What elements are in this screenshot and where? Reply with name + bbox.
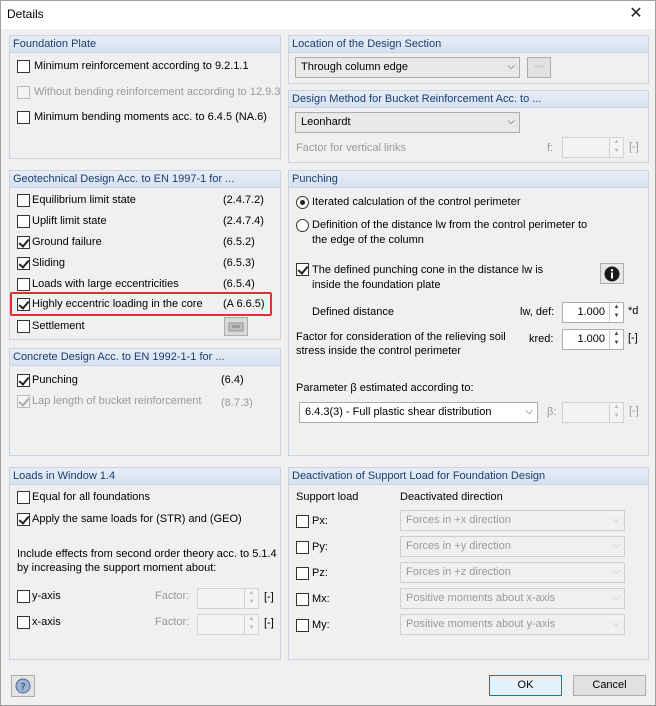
design-method-selected: Leonhardt	[301, 116, 351, 128]
x-axis-label: x-axis	[32, 616, 61, 628]
svg-text:?: ?	[20, 682, 26, 693]
group-header: Geotechnical Design Acc. to EN 1997-1 for ...	[10, 171, 280, 188]
chevron-down-icon: ⌵	[507, 116, 515, 127]
kred-symbol: kred:	[529, 333, 554, 345]
geotechnical-group	[9, 170, 281, 340]
uplift-label: Uplift limit state	[32, 215, 107, 227]
mx-checkbox[interactable]	[296, 593, 309, 606]
settlement-label: Settlement	[32, 320, 85, 332]
kred-unit: [-]	[628, 332, 638, 344]
help-icon[interactable]	[11, 675, 35, 697]
window-title: Details	[7, 7, 44, 21]
lap-length-label: Lap length of bucket reinforcement	[32, 395, 202, 407]
highly-eccentric-label: Highly eccentric loading in the core	[32, 298, 203, 310]
group-header: Location of the Design Section	[289, 36, 648, 53]
title-bar	[1, 1, 655, 29]
x-factor-label: Factor:	[155, 616, 190, 628]
apply-same-label: Apply the same loads for (STR) and (GEO)	[32, 513, 242, 525]
include-text-line1: Include effects from second order theory acc. to 5.1.4	[17, 548, 277, 560]
vertical-links-label: Factor for vertical links	[296, 142, 407, 154]
group-header: Foundation Plate	[10, 36, 280, 53]
close-icon[interactable]: ✕	[629, 5, 643, 22]
min-reinforcement-checkbox[interactable]	[17, 60, 30, 73]
cone-inside-label-2: inside the foundation plate	[312, 279, 441, 291]
equilibrium-label: Equilibrium limit state	[32, 194, 136, 206]
px-direction: Forces in +x direction	[406, 514, 511, 526]
support-load-header: Support load	[296, 491, 359, 503]
large-eccentricities-ref: (6.5.4)	[223, 278, 255, 290]
apply-same-checkbox[interactable]	[17, 513, 30, 526]
beta-symbol: β:	[547, 406, 557, 418]
sliding-checkbox[interactable]	[17, 257, 30, 270]
lap-length-checkbox[interactable]	[17, 395, 30, 408]
y-factor-label: Factor:	[155, 590, 190, 602]
sliding-label: Sliding	[32, 257, 66, 269]
beta-unit: [-]	[629, 405, 639, 417]
punching-group	[288, 170, 649, 456]
group-header: Concrete Design Acc. to EN 1992-1-1 for ...	[10, 349, 280, 366]
sliding-ref: (6.5.3)	[223, 257, 255, 269]
mx-direction: Positive moments about x-axis	[406, 592, 556, 604]
y-axis-label: y-axis	[32, 590, 61, 602]
chevron-down-icon: ⌵	[612, 592, 620, 603]
x-factor-spinner[interactable]: ▲ ▼	[197, 614, 259, 635]
f-unit: [-]	[629, 141, 639, 153]
beta-label: Parameter β estimated according to:	[296, 382, 474, 394]
px-direction-select[interactable]	[400, 510, 625, 531]
min-reinforcement-label: Minimum reinforcement according to 9.2.1.1	[34, 60, 249, 72]
group-header: Design Method for Bucket Reinforcement Acc. to ...	[289, 91, 648, 108]
chevron-down-icon: ⌵	[612, 514, 620, 525]
ground-failure-label: Ground failure	[32, 236, 102, 248]
ok-button[interactable]: OK	[489, 675, 562, 696]
pz-checkbox[interactable]	[296, 567, 309, 580]
my-checkbox[interactable]	[296, 619, 309, 632]
equilibrium-ref: (2.4.7.2)	[223, 194, 264, 206]
lw-def-value: 1.000	[577, 306, 605, 318]
kred-label-1: Factor for consideration of the relieving soil	[296, 331, 506, 343]
x-factor-unit: [-]	[264, 617, 274, 629]
px-checkbox[interactable]	[296, 515, 309, 528]
x-axis-checkbox[interactable]	[17, 616, 30, 629]
chevron-down-icon: ⌵	[507, 61, 515, 72]
my-direction-select[interactable]	[400, 614, 625, 635]
uplift-ref: (2.4.7.4)	[223, 215, 264, 227]
lap-length-ref: (8.7.3)	[221, 397, 253, 409]
f-symbol: f:	[547, 142, 554, 154]
design-method-group	[288, 90, 649, 163]
equilibrium-checkbox[interactable]	[17, 194, 30, 207]
more-button[interactable]: ...	[527, 57, 551, 78]
cone-inside-label-1: The defined punching cone in the distance lw is	[312, 264, 544, 276]
my-label: My:	[312, 619, 330, 631]
y-factor-unit: [-]	[264, 591, 274, 603]
info-icon[interactable]	[600, 263, 624, 284]
lw-def-spinner[interactable]: 1.000 ▲ ▼	[562, 302, 624, 323]
min-bending-moments-checkbox[interactable]	[17, 111, 30, 124]
lw-def-unit: *d	[628, 305, 639, 317]
highly-eccentric-ref: (A 6.6.5)	[223, 298, 265, 310]
beta-select[interactable]	[299, 402, 538, 423]
definition-label-2: the edge of the column	[312, 234, 424, 246]
mx-direction-select[interactable]	[400, 588, 625, 609]
deactivated-direction-header: Deactivated direction	[400, 491, 503, 503]
cancel-button[interactable]: Cancel	[573, 675, 646, 696]
kred-label-2: stress inside the control perimeter	[296, 345, 462, 357]
settlement-checkbox[interactable]	[17, 320, 30, 333]
equal-all-checkbox[interactable]	[17, 491, 30, 504]
ground-failure-ref: (6.5.2)	[223, 236, 255, 248]
no-bending-reinforcement-checkbox[interactable]	[17, 86, 30, 99]
defined-distance-label: Defined distance	[312, 306, 394, 318]
design-method-select[interactable]	[295, 112, 520, 133]
punching-checkbox[interactable]	[17, 374, 30, 387]
chevron-down-icon: ⌵	[612, 540, 620, 551]
my-direction: Positive moments about y-axis	[406, 618, 556, 630]
settlement-settings-icon[interactable]	[224, 317, 248, 336]
large-eccentricities-checkbox[interactable]	[17, 278, 30, 291]
punching-label: Punching	[32, 374, 78, 386]
f-spinner[interactable]: ▲ ▼	[562, 137, 624, 158]
location-group	[288, 35, 649, 84]
no-bending-reinforcement-label: Without bending reinforcement according to 12.9.3	[34, 86, 281, 98]
iterated-label: Iterated calculation of the control perimeter	[312, 196, 521, 208]
uplift-checkbox[interactable]	[17, 215, 30, 228]
lw-def-symbol: lw, def:	[520, 306, 555, 318]
foundation-plate-group	[9, 35, 281, 159]
group-header: Loads in Window 1.4	[10, 468, 280, 485]
y-axis-checkbox[interactable]	[17, 590, 30, 603]
pz-direction-select[interactable]	[400, 562, 625, 583]
highly-eccentric-checkbox[interactable]	[17, 298, 30, 311]
pz-direction: Forces in +z direction	[406, 566, 511, 578]
location-select[interactable]	[295, 57, 520, 78]
chevron-down-icon: ⌵	[612, 566, 620, 577]
ground-failure-checkbox[interactable]	[17, 236, 30, 249]
pz-label: Pz:	[312, 567, 328, 579]
group-header: Punching	[289, 171, 648, 188]
deactivation-group	[288, 467, 649, 660]
kred-value: 1.000	[577, 333, 605, 345]
py-direction-select[interactable]	[400, 536, 625, 557]
large-eccentricities-label: Loads with large eccentricities	[32, 278, 179, 290]
py-direction: Forces in +y direction	[406, 540, 511, 552]
y-factor-spinner[interactable]: ▲ ▼	[197, 588, 259, 609]
cone-inside-checkbox[interactable]	[296, 263, 309, 276]
equal-all-label: Equal for all foundations	[32, 491, 151, 503]
py-checkbox[interactable]	[296, 541, 309, 554]
location-selected: Through column edge	[301, 61, 409, 73]
group-header: Deactivation of Support Load for Foundation Design	[289, 468, 648, 485]
px-label: Px:	[312, 515, 328, 527]
definition-label-1: Definition of the distance lw from the control perimeter to	[312, 219, 588, 231]
include-text-line2: by increasing the support moment about:	[17, 562, 217, 574]
definition-radio[interactable]	[296, 219, 309, 232]
py-label: Py:	[312, 541, 328, 553]
beta-selected: 6.4.3(3) - Full plastic shear distribution	[305, 406, 492, 418]
kred-spinner[interactable]: 1.000 ▲ ▼	[562, 329, 624, 350]
concrete-design-group	[9, 348, 281, 456]
loads-window-group	[9, 467, 281, 660]
iterated-radio[interactable]	[296, 196, 309, 209]
chevron-down-icon: ⌵	[525, 406, 533, 417]
mx-label: Mx:	[312, 593, 330, 605]
punching-ref: (6.4)	[221, 374, 244, 386]
beta-spinner[interactable]: ▲ ▼	[562, 402, 624, 423]
min-bending-moments-label: Minimum bending moments acc. to 6.4.5 (NA.6)	[34, 111, 267, 123]
chevron-down-icon: ⌵	[612, 618, 620, 629]
